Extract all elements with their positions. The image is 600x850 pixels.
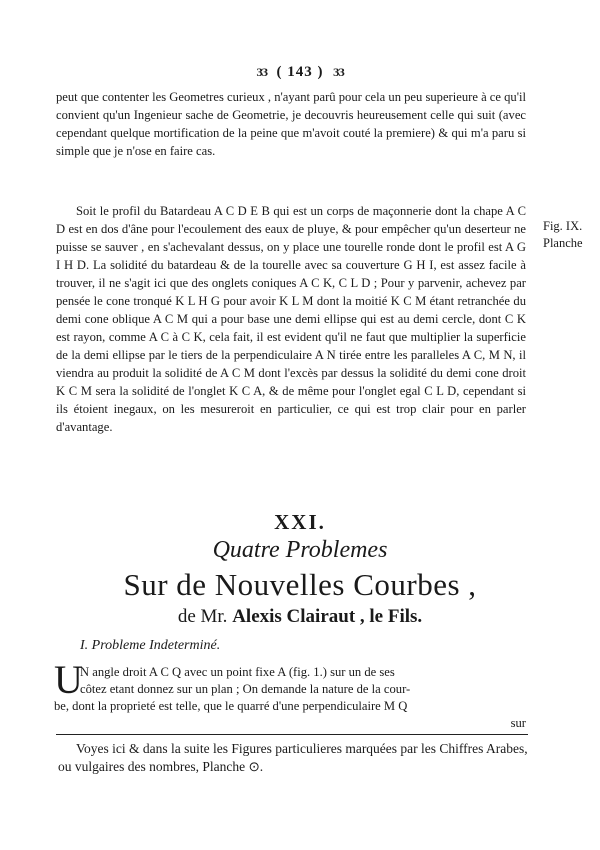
problem-line-3: be, dont la proprieté est telle, que le quarré d'une perpendiculaire M Q <box>54 699 408 713</box>
problem-statement <box>54 664 526 732</box>
section-subtitle: Quatre Problemes <box>212 537 388 563</box>
drop-cap: U <box>54 657 83 702</box>
margin-note <box>543 218 597 252</box>
problem-line-4: sur <box>510 716 526 730</box>
paragraph-continuation: peut que contenter les Geometres curieux , n'ayant parû pour cela un peu superieure à ce qu'il convient qu'un Ingenieur sache de Geometrie, je decouvris heureusement celle qui suit (avec cependant quelque mortification de la peine que m'avoit couté la premiere) & qui m'a paru si simple que je n'ose en faire cas. <box>56 90 526 158</box>
paragraph-batardeau: Soit le profil du Batardeau A C D E B qui est un corps de maçonnerie dont la chape A C D est en dos d'âne pour l'ecoulement des eaux de pluye, & pour empêcher qu'un deserteur ne puisse se sauver , en s'achevalant dessus, on y place une tourelle ronde dont le profil est A G I H D. La solidité du batardeau & de la tourelle avec sa couverture G H I, est assez facile à trouver, il ne s'agit ici que des onglets coniques A C K, C L D ; Pour y parvenir, achevez par pensée le cone tronqué K L H G pour avoir K L M dont la moitié K C M étant retranchée du demi cone oblique A C M qui a pour base une demi ellipse qui est au demi cercle, dont C K est rayon, comme A C à C K, cela fait, il est evident qu'il ne faut que multiplier la superficie de la demi ellipse par le tiers de la perpendiculaire A N tirée entre les paralleles A C, M N, il viendra au produit la solidité de A C M dont l'excès par dessus la solidité du demi cone droit K C M sera la solidité de l'onglet K C A, & de même pour l'onglet egal C L D, cependant si ils étoient inegaux, on les mesureroit en particulier, ce qui est trop clair pour en parler d'avantage. <box>56 204 526 434</box>
section-author <box>0 606 600 628</box>
section-number: XXI. <box>274 510 326 534</box>
page-number: ( 143 ) <box>276 64 324 80</box>
section-title: Sur de Nouvelles Courbes , <box>123 567 477 602</box>
problem-line-2: côtez etant donnez sur un plan ; On demande la nature de la cour- <box>80 682 411 696</box>
author-name: Alexis Clairaut , le Fils. <box>232 606 423 627</box>
author-prefix: de Mr. <box>177 606 228 627</box>
problem-line-1: N angle droit A C Q avec un point fixe A (fig. 1.) sur un de ses <box>80 665 395 679</box>
page-header <box>0 64 600 81</box>
ornament-right: ЗЗ <box>333 65 344 79</box>
footnote-rule <box>56 734 528 735</box>
margin-note-figure: Fig. IX. <box>543 219 583 233</box>
footnote: Voyes ici & dans la suite les Figures particulieres marquées par les Chiffres Arabes, ou vulgaires des nombres, Planche ⊙. <box>58 741 528 774</box>
ornament-left: ЗЗ <box>256 65 267 79</box>
margin-note-planche: Planche <box>543 236 583 250</box>
problem-heading: I. Probleme Indeterminé. <box>80 638 221 653</box>
